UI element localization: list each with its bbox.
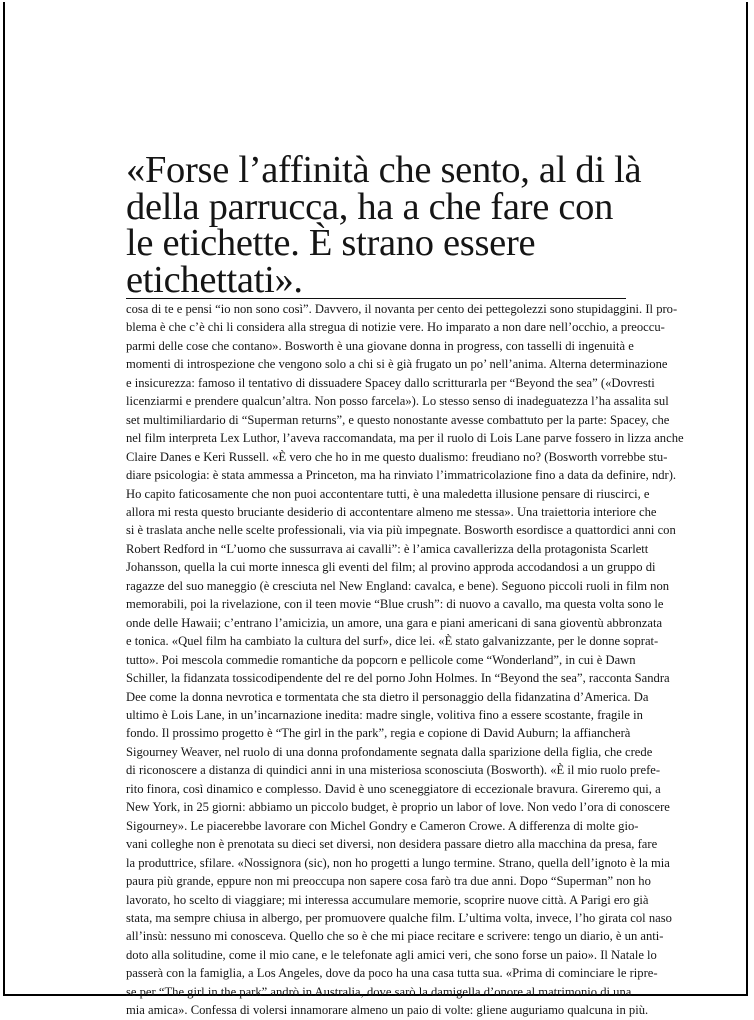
body-line: allora mi resta questo bruciante desiderio di accontentare almeno me stessa». Una traiettoria interiore che — [126, 504, 657, 519]
body-line: cosa di te e pensi “io non sono così”. Davvero, il novanta per cento dei pettegolezzi sono stupidaggini. Il pro- — [126, 302, 678, 316]
body-line: vani colleghe non è prenotata su dieci set diversi, non desidera passare dietro alla macchina da presa, fare — [126, 837, 658, 852]
body-line: Claire Danes e Keri Russell. «È vero che ho in me questo dualismo: freudiano no? (Bosworth vorrebbe stu- — [126, 449, 668, 464]
body-line: set multimiliardario di “Superman returns”, e questo nonostante avesse combattuto per la parte: Spacey, che — [126, 412, 670, 427]
body-line: Ho capito faticosamente che non puoi accontentare tutti, è una maledetta illusione pensare di riuscirci, e — [126, 486, 650, 501]
body-line: ragazze del suo maneggio (è cresciuta nel New England: cavalca, e bene). Seguono piccoli ruoli in film non — [126, 578, 670, 593]
body-line: doto alla solitudine, come il mio cane, e le telefonate agli amici veri, che sono forse un paio». Il Natale lo — [126, 947, 657, 962]
body-line: parmi delle cose che contano». Bosworth è una giovane donna in progress, con tasselli di ingenuità e — [126, 338, 634, 353]
body-line: onde delle Hawaii; c’entrano l’amicizia, un amore, una gara e piani americani di sana gioventù abbronzata — [126, 615, 663, 630]
body-line: ultimo è Lois Lane, in un’incarnazione inedita: madre single, volitiva fino a essere scostante, fragile in — [126, 707, 643, 722]
body-line: rito finora, così dinamico e complesso. David è uno sceneggiatore di eccezionale bravura. Gireremo qui, a — [126, 781, 661, 796]
body-line: memorabili, poi la rivelazione, con il teen movie “Blue crush”: di nuovo a cavallo, ma questa volta sono le — [126, 597, 664, 612]
body-line: momenti di introspezione che vengono solo a chi si è già frugato un po’ nell’anima. Alterna determinazione — [126, 357, 668, 372]
body-line: licenziarmi e prendere qualcun’altra. Non posso farcela»). Lo stesso senso di inadeguatezza l’ha assalita sul — [126, 394, 669, 409]
body-line: stata, ma sempre chiusa in albergo, per promuovere qualche film. L’ultima volta, invece, l’ho girata col naso — [126, 910, 672, 925]
body-line: Sigourney Weaver, nel ruolo di una donna profondamente segnata dalla sparizione della figlia, che crede — [126, 744, 653, 759]
divider-rule — [126, 298, 626, 299]
body-line: diare psicologia: è stata ammessa a Princeton, ma ha rinviato l’immatricolazione fino a data da definire, ndr). — [126, 468, 677, 483]
body-line: passerà con la famiglia, a Los Angeles, dove da poco ha una casa tutta sua. «Prima di cominciare le ripre- — [126, 966, 658, 981]
body-line: e insicurezza: famoso il tentativo di dissuadere Spacey dallo scritturarla per “Beyond the sea” («Dovresti — [126, 375, 655, 390]
body-line: e tonica. «Quel film ha cambiato la cultura del surf», dice lei. «È stato galvanizzante, per le donne soprat- — [126, 634, 659, 649]
body-line: all’insù: nessuno mi conosceva. Quello che so è che mi piace recitare e scrivere: tengo un diario, è un anti- — [126, 929, 664, 944]
body-line: fondo. Il prossimo progetto è “The girl in the park”, regia e copione di David Auburn; la affiancherà — [126, 726, 631, 741]
body-line: paura più grande, eppure non mi preoccupa non sapere cosa farò tra due anni. Dopo “Superman” non ho — [126, 874, 651, 889]
body-line: Schiller, la fidanzata tossicodipendente del re del porno John Holmes. In “Beyond the sea”, racconta Sandra — [126, 671, 670, 686]
pull-quote: «Forse l’affinità che sento, al di là della parrucca, ha a che fare con le etichette. È strano essere etichettati». — [126, 149, 642, 301]
body-line: nel film interpreta Lex Luthor, l’aveva raccomandata, ma per il ruolo di Lois Lane parve fossero in lizza anche — [126, 431, 684, 446]
body-line: si è traslata anche nelle scelte professionali, via via più impegnate. Bosworth esordisce a quattordici anni con — [126, 523, 676, 538]
body-line: se per “The girl in the park” andrò in Australia, dove sarò la damigella d’onore al matrimonio di una — [126, 984, 632, 999]
body-line: blema è che c’è chi li considera alla stregua di notizie vere. Ho imparato a non dare nell’occhio, a preoccu- — [126, 320, 665, 335]
body-line: Johansson, quella la cui morte innesca gli eventi del film; al provino approda accodandosi a un gruppo di — [126, 560, 656, 575]
body-line: lavorato, ho scelto di viaggiare; mi interessa accumulare memorie, scoprire nuove città. A Parigi ero già — [126, 892, 649, 907]
body-line: New York, in 25 giorni: abbiamo un piccolo budget, è proprio un labor of love. Non vedo l’ora di conoscere — [126, 800, 670, 815]
body-line: Sigourney». Le piacerebbe lavorare con Michel Gondry e Cameron Crowe. A differenza di molte gio- — [126, 818, 639, 833]
body-line: la produttrice, sfilare. «Nossignora (sic), non ho progetti a lungo termine. Strano, quella dell’ignoto è la mia — [126, 855, 670, 870]
body-line: tutto». Poi mescola commedie romantiche da popcorn e pellicole come “Wonderland”, in cui è Dawn — [126, 652, 636, 667]
article-body — [126, 300, 684, 1020]
body-line: Dee come la donna nevrotica e tormentata che sta dietro il personaggio della fidanzatina d’America. Da — [126, 689, 649, 704]
body-line: di riconoscere a distanza di quindici anni in una misteriosa sconosciuta (Bosworth). «È il mio ruolo prefe- — [126, 763, 661, 778]
body-line: Robert Redford in “L’uomo che sussurrava ai cavalli”: è l’amica cavallerizza della protagonista Scarlett — [126, 541, 649, 556]
body-line: mia amica». Confessa di volersi innamorare almeno un paio di volte: gliene auguriamo qualcuna in più. — [126, 1003, 649, 1018]
